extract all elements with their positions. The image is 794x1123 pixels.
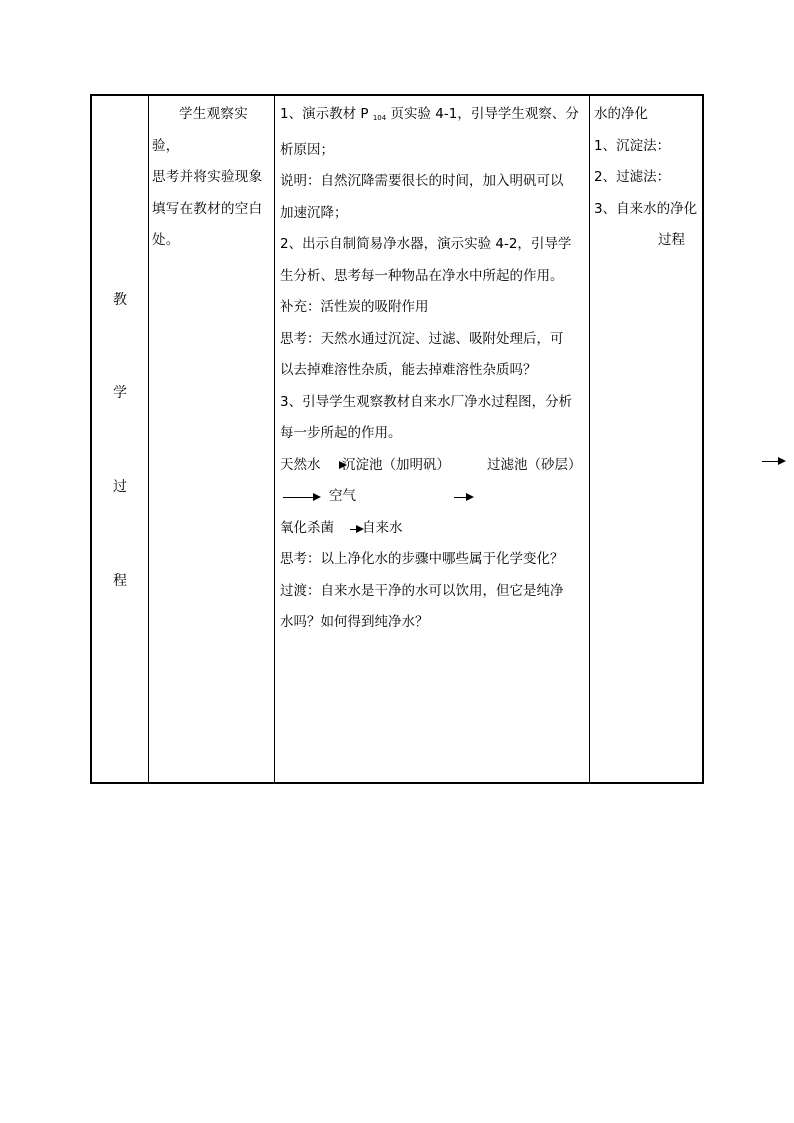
column-divider [589,96,590,782]
transition-line: 水吗？如何得到纯净水？ [280,614,429,630]
transition-line: 过渡：自来水是干净的水可以饮用，但它是纯净 [280,582,564,599]
step2-line: 生分析、思考每一种物品在净水中所起的作用。 [280,267,564,284]
step1-prefix: 1、演示教材 P [280,106,373,122]
arrow-icon [762,461,784,462]
student-activity-line: 思考并将实验现象 [152,169,263,185]
board-item: 1、沉淀法： [594,137,671,154]
flow-row-3 [280,513,584,545]
flow-disinfection: 氧化杀菌 [280,519,334,536]
column-divider [148,96,149,782]
section-label-char: 学 [113,385,127,401]
student-activity-line: 学生观察实验， [152,106,248,154]
think1-line: 以去掉难溶性杂质，能去掉难溶性杂质吗？ [280,362,537,378]
flow-tap-water: 自来水 [362,519,403,536]
flow-natural-water: 天然水 [280,456,321,473]
flow-air: 空气 [329,488,356,504]
section-label-char: 教 [113,292,127,308]
student-activity-line: 填写在教材的空白 [152,200,263,217]
board-item-continuation: 过程 [658,232,685,248]
note-line: 加速沉降； [280,204,348,221]
note-line: 说明：自然沉降需要很长的时间，加入明矾可以 [280,173,564,189]
arrow-icon [350,529,362,530]
step1-suffix: 页实验 4-1，引导学生观察、分 [386,106,579,122]
step1-line [280,99,584,135]
section-label-char: 程 [113,573,127,589]
flow-sedimentation: 沉淀池（加明矾） [342,456,450,473]
flow-row-2 [280,481,584,513]
think2-line: 思考：以上净化水的步骤中哪些属于化学变化？ [280,551,564,567]
student-activity-line: 处。 [152,232,180,248]
board-title: 水的净化 [594,106,648,122]
arrow-icon [454,497,472,498]
step3-line: 每一步所起的作用。 [280,425,402,441]
lesson-table [90,94,704,784]
board-item: 2、过滤法： [594,169,671,185]
page-number: 104 [372,114,387,122]
step3-line: 3、引导学生观察教材自来水厂净水过程图，分析 [280,393,573,410]
section-label-char: 过 [113,479,127,495]
board-outline-cell [594,99,700,257]
flow-row-1 [280,450,584,482]
student-activity-cell [152,99,270,257]
think1-line: 思考：天然水通过沉淀、过滤、吸附处理后，可 [280,330,564,347]
step1-line2: 析原因； [280,141,334,158]
step2-line: 2、出示自制简易净水器，演示实验 4-2，引导学 [280,236,572,252]
column-divider [274,96,275,782]
board-item: 3、自来水的净化 [594,200,698,217]
supplement-line: 补充：活性炭的吸附作用 [280,299,429,315]
flow-filtration: 过滤池（砂层） [487,456,582,473]
teacher-activity-cell [280,99,584,639]
arrow-icon [283,497,319,498]
